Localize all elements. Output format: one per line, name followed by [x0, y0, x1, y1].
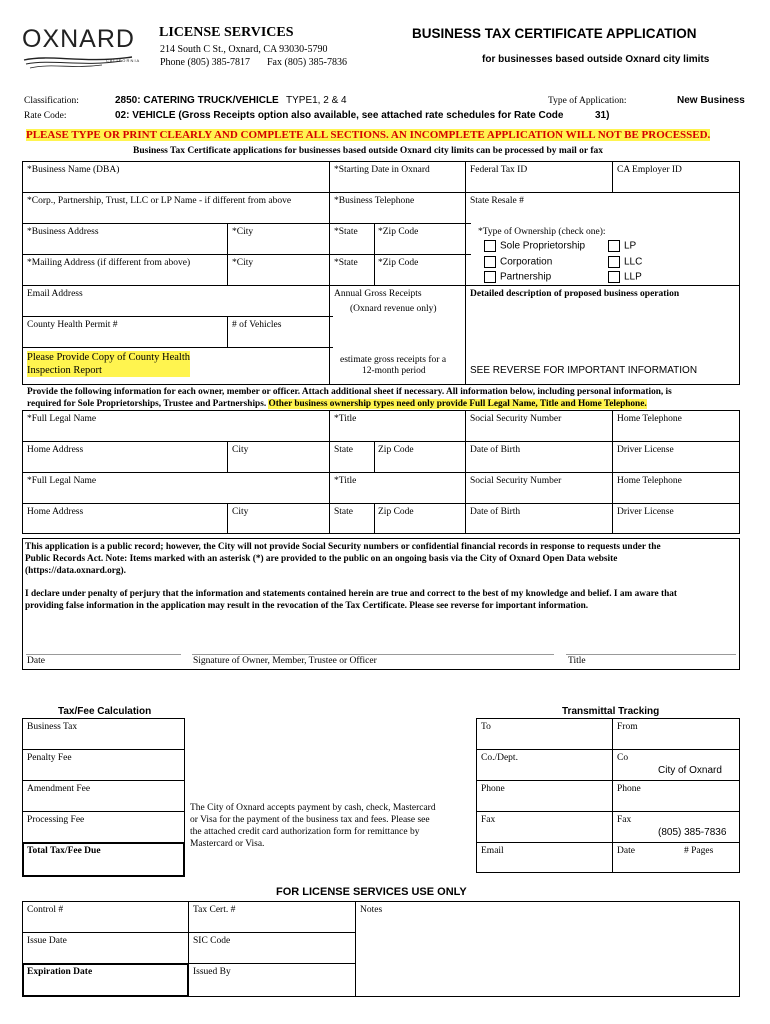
owner1-address-field[interactable]: Home Address — [27, 445, 84, 455]
city-logo — [22, 20, 144, 70]
office-use-heading: FOR LICENSE SERVICES USE ONLY — [276, 886, 467, 898]
perjury-declaration: I declare under penalty of perjury that the information and statements contained herein are true and correct to the best of my knowledge and belief. I am aware that providing false information in the application may result in the revocation of the Tax Certificate. Please see reverse for important information. — [25, 589, 678, 611]
lp-checkbox[interactable] — [608, 240, 620, 252]
gross-receipts-sublabel: (Oxnard revenue only) — [350, 304, 437, 314]
mailing-city-field[interactable]: *City — [232, 258, 254, 268]
state-resale-field[interactable]: State Resale # — [470, 196, 524, 206]
ownership-sole-option[interactable]: Sole Proprietorship — [484, 240, 585, 252]
issue-date-field[interactable]: Issue Date — [27, 936, 67, 946]
owners-intro: Provide the following information for each owner, member or officer. Attach additional sheet if necessary. All information below, including personal information, is required for Sole Proprietorships, Trustee and Partnerships. Other business ownership types need only provide Full Legal Name, Title and Home Telephone. — [27, 387, 672, 409]
sole-checkbox[interactable] — [484, 240, 496, 252]
department-phone: Phone (805) 385-7817 — [160, 57, 250, 68]
notes-field[interactable]: Notes — [360, 905, 383, 915]
owner1-dob-field[interactable]: Date of Birth — [470, 445, 521, 455]
transmittal-pages-field[interactable]: # Pages — [684, 846, 714, 856]
transmittal-to-field[interactable]: To — [481, 722, 491, 732]
sic-code-field[interactable]: SIC Code — [193, 936, 231, 946]
date-signature-field[interactable]: Date — [27, 656, 45, 666]
transmittal-fax-value: (805) 385-7836 — [658, 827, 727, 838]
email-address-field[interactable]: Email Address — [27, 289, 83, 299]
public-record-notice: This application is a public record; however, the City will not provide Social Security numbers or confidential financial records in response to requests under the Public Records Act. Note: Items marked with an asterisk (*) are provided to the public on an ongoing basis via the City of Oxnard Open Data website (https://data.oxnard.org). — [25, 542, 661, 576]
application-type-label: Type of Application: — [548, 96, 627, 106]
business-telephone-field[interactable]: *Business Telephone — [334, 196, 415, 206]
ownership-partnership-option[interactable]: Partnership — [484, 271, 551, 283]
mailing-state-field[interactable]: *State — [334, 258, 358, 268]
amendment-fee-field[interactable]: Amendment Fee — [27, 784, 91, 794]
owner2-state-field[interactable]: State — [334, 507, 353, 517]
total-due-field[interactable]: Total Tax/Fee Due — [27, 846, 101, 856]
control-number-field[interactable]: Control # — [27, 905, 64, 915]
ownership-llp-option[interactable]: LLP — [608, 271, 642, 283]
llc-checkbox[interactable] — [608, 256, 620, 268]
department-address: 214 South C St., Oxnard, CA 93030-5790 — [160, 44, 328, 55]
department-fax: Fax (805) 385-7836 — [267, 57, 347, 68]
owner1-home-tel-field[interactable]: Home Telephone — [617, 414, 682, 424]
logo-text: OXNARD — [22, 25, 135, 53]
application-type-value: New Business — [677, 95, 745, 106]
business-address-field[interactable]: *Business Address — [27, 227, 99, 237]
owner1-license-field[interactable]: Driver License — [617, 445, 674, 455]
transmittal-phone-from-field[interactable]: Phone — [617, 784, 641, 794]
mail-fax-notice: Business Tax Certificate applications for businesses based outside Oxnard city limits can be processed by mail or fax — [133, 146, 604, 156]
transmittal-codept-field[interactable]: Co./Dept. — [481, 753, 518, 763]
payment-note: The City of Oxnard accepts payment by cash, check, Mastercard or Visa for the payment of the business tax and fees. Please see the attached credit card authorization form for remittance by Mastercard or Visa. — [190, 803, 436, 849]
owner2-ssn-field[interactable]: Social Security Number — [470, 476, 562, 486]
rate-code-label: Rate Code: — [24, 111, 67, 121]
classification-type: TYPE1, 2 & 4 — [286, 95, 347, 106]
health-permit-field[interactable]: County Health Permit # — [27, 320, 118, 330]
starting-date-field[interactable]: *Starting Date in Oxnard — [334, 165, 430, 175]
owner1-zip-field[interactable]: Zip Code — [378, 445, 414, 455]
business-name-field[interactable]: *Business Name (DBA) — [27, 165, 120, 175]
rate-code-value: 02: VEHICLE (Gross Receipts option also available, see attached rate schedules for Rate Code — [115, 110, 564, 121]
owner2-name-field[interactable]: *Full Legal Name — [27, 476, 97, 486]
mailing-address-field[interactable]: *Mailing Address (if different from above) — [27, 258, 191, 268]
business-tax-field[interactable]: Business Tax — [27, 722, 78, 732]
classification-label: Classification: — [24, 96, 79, 106]
estimate-note-1: estimate gross receipts for a — [340, 355, 447, 365]
owner2-city-field[interactable]: City — [232, 507, 249, 517]
transmittal-date-field[interactable]: Date — [617, 846, 635, 856]
transmittal-co-value: City of Oxnard — [658, 765, 722, 776]
owner1-name-field[interactable]: *Full Legal Name — [27, 414, 97, 424]
incomplete-warning: PLEASE TYPE OR PRINT CLEARLY AND COMPLETE ALL SECTIONS. AN INCOMPLETE APPLICATION WILL NOT BE PROCESSED. — [26, 129, 711, 141]
ownership-corp-option[interactable]: Corporation — [484, 256, 552, 268]
owner2-zip-field[interactable]: Zip Code — [378, 507, 414, 517]
department-name: LICENSE SERVICES — [159, 25, 294, 40]
expiration-date-field[interactable]: Expiration Date — [27, 967, 93, 977]
business-city-field[interactable]: *City — [232, 227, 254, 237]
business-description-field[interactable]: Detailed description of proposed business operation — [470, 289, 680, 299]
mailing-zip-field[interactable]: *Zip Code — [378, 258, 419, 268]
ownership-lp-option[interactable]: LP — [608, 240, 636, 252]
transmittal-phone-to-field[interactable]: Phone — [481, 784, 505, 794]
logo-sub: C A L I F O R N I A — [106, 58, 140, 63]
ownership-label: *Type of Ownership (check one): — [478, 227, 606, 237]
corp-name-field[interactable]: *Corp., Partnership, Trust, LLC or LP Name - if different from above — [27, 196, 292, 206]
transmittal-heading: Transmittal Tracking — [562, 706, 660, 717]
owner2-dob-field[interactable]: Date of Birth — [470, 507, 521, 517]
ca-employer-id-field[interactable]: CA Employer ID — [617, 165, 682, 175]
health-copy-note: Please Provide Copy of County Health Inspection Report — [27, 352, 191, 376]
transmittal-email-field[interactable]: Email — [481, 846, 504, 856]
vehicles-field[interactable]: # of Vehicles — [232, 320, 282, 330]
rate-code-31: 31) — [595, 110, 610, 121]
owner2-title-field[interactable]: *Title — [334, 476, 357, 486]
owner2-address-field[interactable]: Home Address — [27, 507, 84, 517]
see-reverse-note: SEE REVERSE FOR IMPORTANT INFORMATION — [470, 365, 698, 376]
transmittal-fax-to-field[interactable]: Fax — [481, 815, 496, 825]
owner1-city-field[interactable]: City — [232, 445, 249, 455]
owner2-home-tel-field[interactable]: Home Telephone — [617, 476, 682, 486]
corp-checkbox[interactable] — [484, 256, 496, 268]
ownership-llc-option[interactable]: LLC — [608, 256, 642, 268]
owner-signature-field[interactable]: Signature of Owner, Member, Trustee or Officer — [193, 656, 377, 666]
partnership-checkbox[interactable] — [484, 271, 496, 283]
form-subtitle: for businesses based outside Oxnard city limits — [482, 54, 710, 65]
signer-title-field[interactable]: Title — [568, 656, 586, 666]
owner2-license-field[interactable]: Driver License — [617, 507, 674, 517]
owner1-state-field[interactable]: State — [334, 445, 353, 455]
transmittal-co-label: Co — [617, 753, 629, 763]
classification-value: 2850: CATERING TRUCK/VEHICLE — [115, 95, 279, 106]
owner1-ssn-field[interactable]: Social Security Number — [470, 414, 562, 424]
federal-tax-id-field[interactable]: Federal Tax ID — [470, 165, 528, 175]
transmittal-fax-from-label: Fax — [617, 815, 632, 825]
business-zip-field[interactable]: *Zip Code — [378, 227, 419, 237]
business-state-field[interactable]: *State — [334, 227, 358, 237]
owner1-title-field[interactable]: *Title — [334, 414, 357, 424]
llp-checkbox[interactable] — [608, 271, 620, 283]
tax-cert-field[interactable]: Tax Cert. # — [193, 905, 236, 915]
penalty-fee-field[interactable]: Penalty Fee — [27, 753, 72, 763]
form-title: BUSINESS TAX CERTIFICATE APPLICATION — [412, 26, 697, 41]
estimate-note-2: 12-month period — [362, 366, 426, 376]
processing-fee-field[interactable]: Processing Fee — [27, 815, 85, 825]
tax-fee-heading: Tax/Fee Calculation — [58, 706, 152, 717]
gross-receipts-label: Annual Gross Receipts — [334, 289, 422, 299]
transmittal-from-field[interactable]: From — [617, 722, 638, 732]
issued-by-field[interactable]: Issued By — [193, 967, 231, 977]
